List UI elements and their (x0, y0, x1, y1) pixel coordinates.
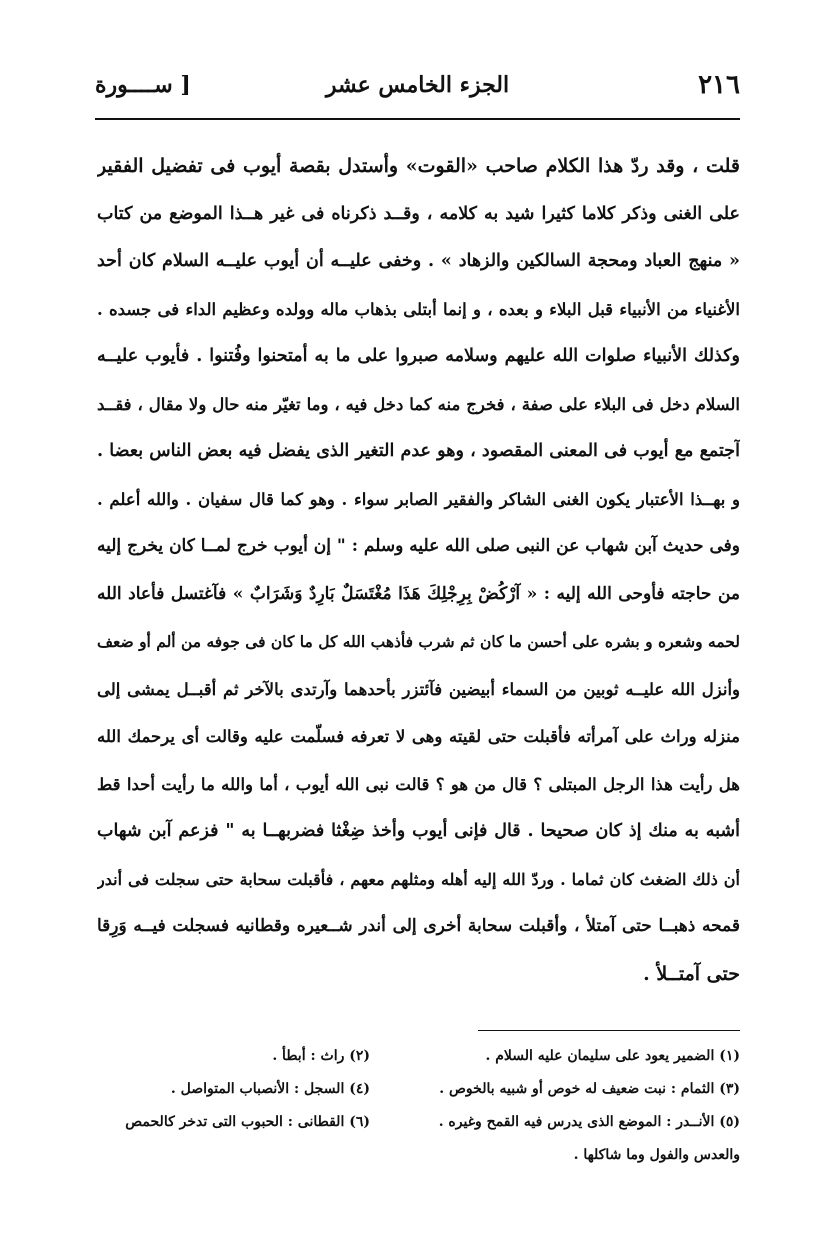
text-line: وكذلك الأنبياء صلوات الله عليهم وسلامه صبروا على ما به أمتحنوا وفُتنوا . فأيوب عليــه (97, 346, 740, 366)
footnote-row (97, 1106, 740, 1139)
surah-label: [ ســــورة (95, 72, 191, 98)
text-line: الأغنياء من الأنبياء قبل البلاء و بعده ، و إنما أبتلى بذهاب ماله وولده وعظيم الداء فى جسده . (97, 299, 740, 319)
page-header (95, 70, 740, 114)
text-line: على الغنى وذكر كلاما كثيرا شيد به كلامه ، وقــد ذكرناه فى غير هــذا الموضع من كتاب (97, 203, 740, 224)
footnote-1: (١) الضمير يعود على سليمان عليه السلام . (485, 1048, 740, 1064)
text-line: أن ذلك الضغث كان ثماما . وردّ الله إليه أهله ومثلهم معهم ، فأقبلت سحابة حتى سجلت فى أندر (97, 869, 740, 889)
footnote-row (97, 1139, 740, 1172)
footnote-6-continuation: والعدس والفول وما شاكلها . (573, 1147, 740, 1163)
text-line: و بهــذا الأعتبار يكون الغنى الشاكر والفقير الصابر سواء . وهو كما قال سفيان . والله أعلم . (97, 489, 740, 509)
footnote-2: (٢) راث : أبطأ . (272, 1048, 370, 1064)
part-title: الجزء الخامس عشر (325, 72, 510, 98)
text-line: منزله وراث على آمرأته فأقبلت حتى لقيته وهى لا تعرفه فسلّمت عليه وقالت أى يرحمك الله (97, 727, 740, 746)
footnote-5: (٥) الأنــدر : الموضع الذى يدرس فيه القمح وغيره . (438, 1114, 740, 1130)
footnote-4: (٤) السجل : الأنصباب المتواصل . (170, 1081, 370, 1097)
text-line: هل رأيت هذا الرجل المبتلى ؟ قال من هو ؟ قالت نبى الله أيوب ، أما والله ما رأيت أحدا قط (97, 774, 740, 794)
text-line: وفى حديث آبن شهاب عن النبى صلى الله عليه وسلم : " إن أيوب خرج لمــا كان يخرج إليه (97, 536, 740, 556)
footnote-3: (٣) الثمام : نبت ضعيف له خوص أو شبيه بالخوص . (439, 1081, 740, 1097)
text-line: وأنزل الله عليــه ثوبين من السماء أبيضين فآئتزر بأحدهما وآرتدى بالآخر ثم أقبــل يمشى إلى (97, 679, 740, 699)
text-line: قلت ، وقد ردّ هذا الكلام صاحب «القوت» وأستدل بقصة أيوب فى تفضيل الفقير (97, 155, 740, 177)
footnote-divider (478, 1030, 740, 1031)
footnote-row (97, 1040, 740, 1073)
text-line: السلام دخل فى البلاء على صفة ، فخرج منه كما دخل فيه ، وما تغيّر منه حال ولا مقال ، فقــد (97, 394, 740, 414)
text-line: أشبه به منك إذ كان صحيحا . قال فإنى أيوب وأخذ ضِغْثا فضربهــا به " فزعم آبن شهاب (97, 821, 740, 841)
footnote-6: (٦) القطانى : الحبوب التى تدخر كالحمص (125, 1114, 370, 1130)
text-line: آجتمع مع أيوب فى المعنى المقصود ، وهو عدم التغير الذى يفضل فيه بعض الناس بعضا . (97, 441, 740, 461)
text-line: « منهج العباد ومحجة السالكين والزهاد » . وخفى عليــه أن أيوب عليــه السلام كان أحد (97, 251, 740, 271)
footnote-row (97, 1073, 740, 1106)
page-number: ٢١٦ (698, 70, 740, 100)
text-line: حتى آمتــلأ . (643, 962, 740, 985)
text-line: لحمه وشعره و بشره على أحسن ما كان ثم شرب فأذهب الله كل ما كان فى جوفه من ألم أو ضعف (97, 632, 740, 651)
footnotes (97, 1040, 740, 1172)
body-text (97, 143, 740, 998)
header-divider (95, 118, 740, 120)
text-line: من حاجته فأوحى الله إليه : « آرْكُضْ بِرِجْلِكَ هَذَا مُغْتَسَلٌ بَارِدٌ وَشَرَابٌ » فآغتسل فأعاد الله (97, 583, 740, 604)
text-line: قمحه ذهبــا حتى آمتلأ ، وأقبلت سحابة أخرى إلى أندر شــعيره وقطانيه فسجلت فيــه وَرِقا (97, 916, 740, 936)
